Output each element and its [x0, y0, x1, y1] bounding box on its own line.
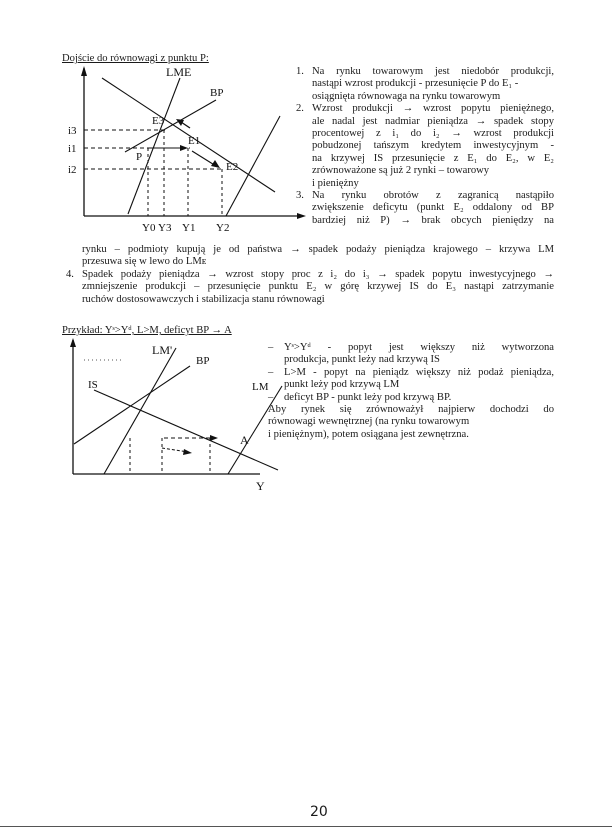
example-heading: Przykład: Yˢ>Yᵈ, L>M, deficyt BP → A — [62, 325, 232, 336]
item-1: 1. Na rynku towarowym jest niedobór produkcji, nastąpi wzrost produkcji - przesunięcie P do E₁ - osiągnięta równowaga na rynku towarowym — [296, 66, 554, 102]
example-summary: Aby rynek się zrównoważył najpierw dochodzi do równowagi wewnętrznej (na rynku towarowym i pieniężnym), potem osiągana jest zewnętrzna. — [268, 404, 554, 440]
example-point-3: – deficyt BP - punkt leży pod krzywą BP. — [268, 391, 452, 403]
y-axis-arrow — [81, 66, 87, 76]
lm-prime-curve — [104, 348, 176, 474]
items-1-3 — [296, 66, 554, 227]
lme-label: LME — [166, 65, 192, 79]
i3-label: i3 — [68, 125, 77, 137]
a-label: A — [240, 433, 249, 447]
e1-to-e2-arrow — [192, 151, 216, 166]
example-diagram — [64, 334, 284, 494]
lm-label-2: LM — [252, 381, 269, 393]
is-curve-2 — [94, 390, 278, 470]
is-lm-bp-diagram — [70, 64, 315, 250]
bp-curve-2 — [74, 366, 190, 444]
bottom-border — [0, 826, 612, 827]
y1-label: Y1 — [182, 222, 196, 234]
item-4: 4. Spadek podaży pieniądza → wzrost stopy proc z i₂ do i₃ → spadek popytu inwestycyjnego → zmniejszenie produkcji – przesunięcie punktu E₂ w górę krzywej IS do E₃ nastąpi zatrzymanie ruchów dostosowawczych i stabilizacja stanu równowagi — [66, 269, 554, 305]
page-number: 20 — [310, 804, 328, 820]
bp-label: BP — [210, 87, 224, 99]
example-points — [268, 342, 554, 441]
is-label: IS — [88, 379, 98, 391]
item-2: 2. Wzrost produkcji → wzrost popytu pieniężnego, ale nadal jest nadmiar pieniądza → spadek stopy procentowej z i₁ do i₂ → wzrost produkcji pobudzonej tańszym kredytem inwestycyjnym - na krzywej IS przesunięcie z E₁ do E₂, w E₂ zrównoważone są już 2 rynki – towarowy i pieniężny — [296, 103, 554, 189]
e1-label: E1 — [188, 135, 201, 147]
y0-label: Y0 — [142, 222, 156, 234]
e2-label: E2 — [226, 161, 239, 173]
i2-label: i2 — [68, 164, 77, 176]
item-3: 3. Na rynku obrotów z zagranicą nastąpiło zwiększenie deficytu (punkt E₂ oddalony od BP bardziej niż P) → brak obcych pieniędzy na — [296, 190, 554, 226]
p-label: P — [136, 151, 143, 163]
y2-label: Y2 — [216, 222, 230, 234]
i1-label: i1 — [68, 143, 77, 155]
bp-label-2: BP — [196, 355, 210, 367]
section-heading: Dojście do równowagi z punktu P: — [62, 53, 209, 64]
y-axis-label: Y — [256, 479, 265, 493]
example-point-1: – Yˢ>Yᵈ - popyt jest większy niż wytworzona produkcja, punkt leży nad krzywą IS — [268, 342, 554, 366]
lm-prime-label: LM' — [152, 343, 173, 357]
example-point-2: – L>M - popyt na pieniądz większy niż podaż pieniądza, punkt leży pod krzywą LM — [268, 366, 554, 391]
y3-label: Y3 — [158, 222, 172, 234]
e3-label: E3 — [152, 115, 165, 127]
item-3-continuation: rynku – podmioty kupują je od państwa → spadek podaży pieniądza krajowego – krzywa LM przesuwa się w lewo do LMᴇ — [82, 244, 554, 268]
